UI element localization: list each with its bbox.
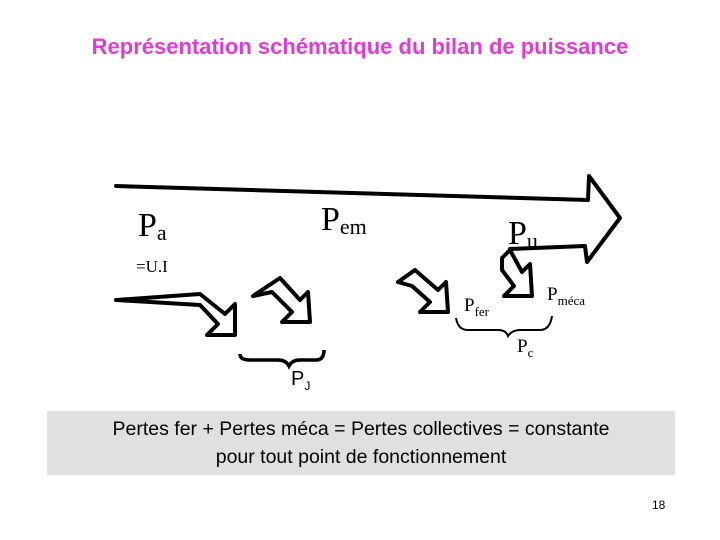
pa-label: Pa: [138, 207, 167, 245]
pu-label: Pu: [508, 215, 538, 253]
slide-title: Représentation schématique du bilan de puissance: [91, 34, 629, 59]
pem-label: Pem: [321, 201, 367, 239]
note-line-2: pour tout point de fonctionnement: [215, 446, 507, 468]
page-number: 18: [652, 498, 666, 512]
pa-formula: =U.I: [136, 257, 168, 276]
joule-loss-arrow-1: [116, 294, 235, 335]
note-line-1: Pertes fer + Pertes méca = Pertes collectives = constante: [112, 418, 610, 440]
collective-losses-note: [47, 411, 675, 475]
iron-loss-arrow: [398, 270, 448, 312]
joule-loss-arrow-2: [253, 278, 310, 322]
pj-brace: [240, 350, 324, 366]
main-power-arrow: [116, 176, 620, 262]
pj-label: $P_J$: [291, 368, 311, 393]
pmeca-label: $P_{méca}$: [547, 284, 585, 308]
pc-label: $P_c$: [517, 336, 534, 360]
mech-loss-arrow: [502, 250, 532, 296]
pfer-label: $P_{fer}$: [464, 295, 490, 319]
pc-brace: [456, 316, 552, 336]
